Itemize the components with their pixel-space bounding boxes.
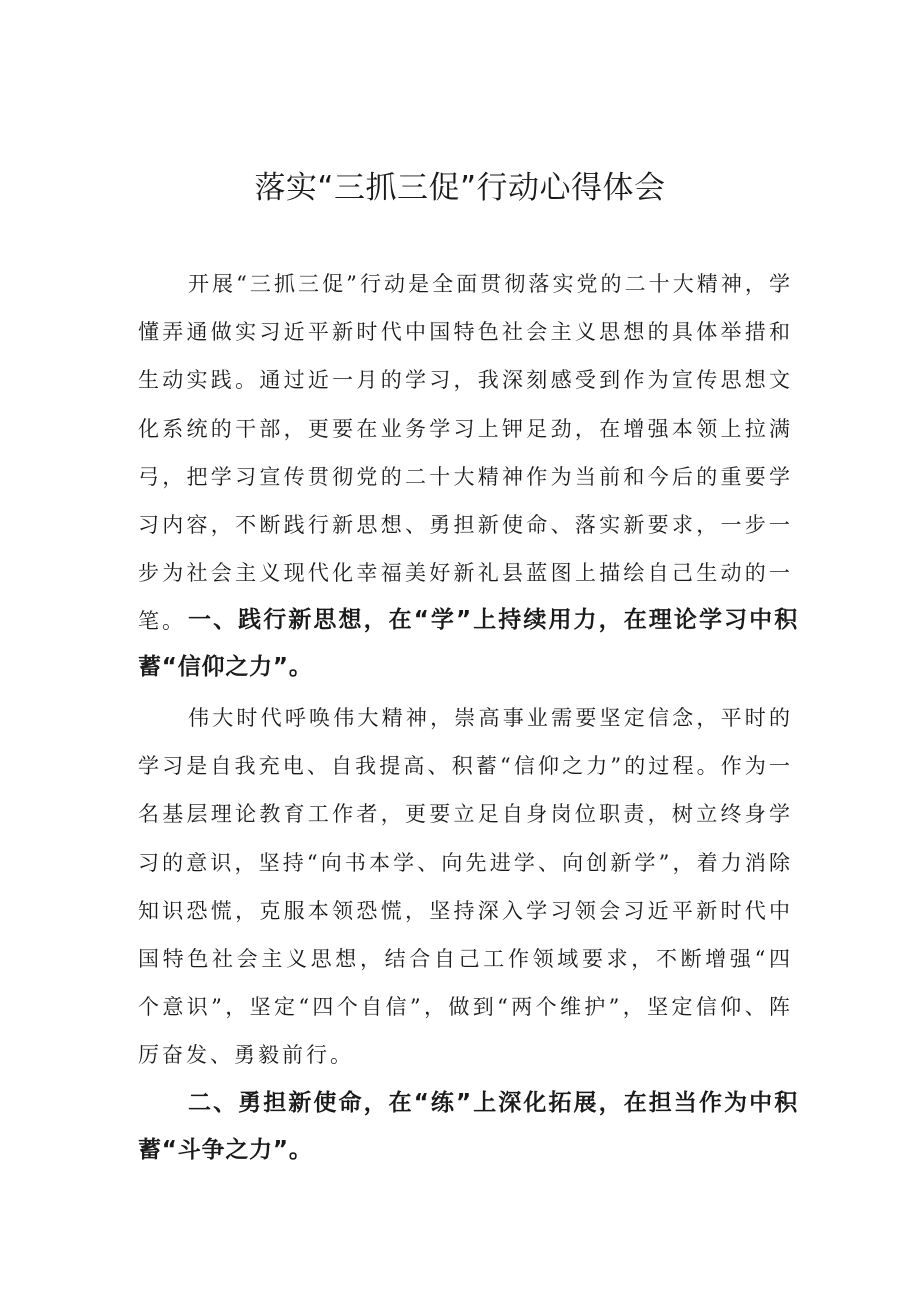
- section-heading-1: 一、践行新思想，在“学”上持续用力，在理论学习中积蓄“信仰之力”。: [138, 607, 798, 680]
- section-heading-2: 二、勇担新使命，在“练”上深化拓展，在担当作为中积蓄“斗争之力”。: [138, 1090, 798, 1163]
- paragraph-section-1: 伟大时代呼唤伟大精神，崇高事业需要坚定信念，平时的学习是自我充电、自我提高、积蓄“信仰之力”的过程。作为一名基层理论教育工作者，更要立足自身岗位职责，树立终身学习的意识，坚持“向书本学、向先进学、向创新学”，着力消除知识恐慌，克服本领恐慌，坚持深入学习领会习近平新时代中国特色社会主义思想，结合自己工作领域要求，不断增强“四个意识”，坚定“四个自信”，做到“两个维护”，坚定信仰、阵厉奋发、勇毅前行。: [138, 706, 793, 1068]
- document-title: 落实“三抓三促”行动心得体会: [254, 170, 666, 206]
- paragraph-intro: 开展“三抓三促”行动是全面贯彻落实党的二十大精神，学懂弄通做实习近平新时代中国特色社会主义思想的具体举措和生动实践。通过近一月的学习，我深刻感受到作为宣传思想文化系统的干部，更要在业务学习上钾足劲，在增强本领上拉满弓，把学习宣传贯彻党的二十大精神作为当前和今后的重要学习内容，不断践行新思想、勇担新使命、落实新要求，一步一步为社会主义现代化幸福美好新礼县蓝图上描绘自己生动的一笔。: [138, 272, 793, 634]
